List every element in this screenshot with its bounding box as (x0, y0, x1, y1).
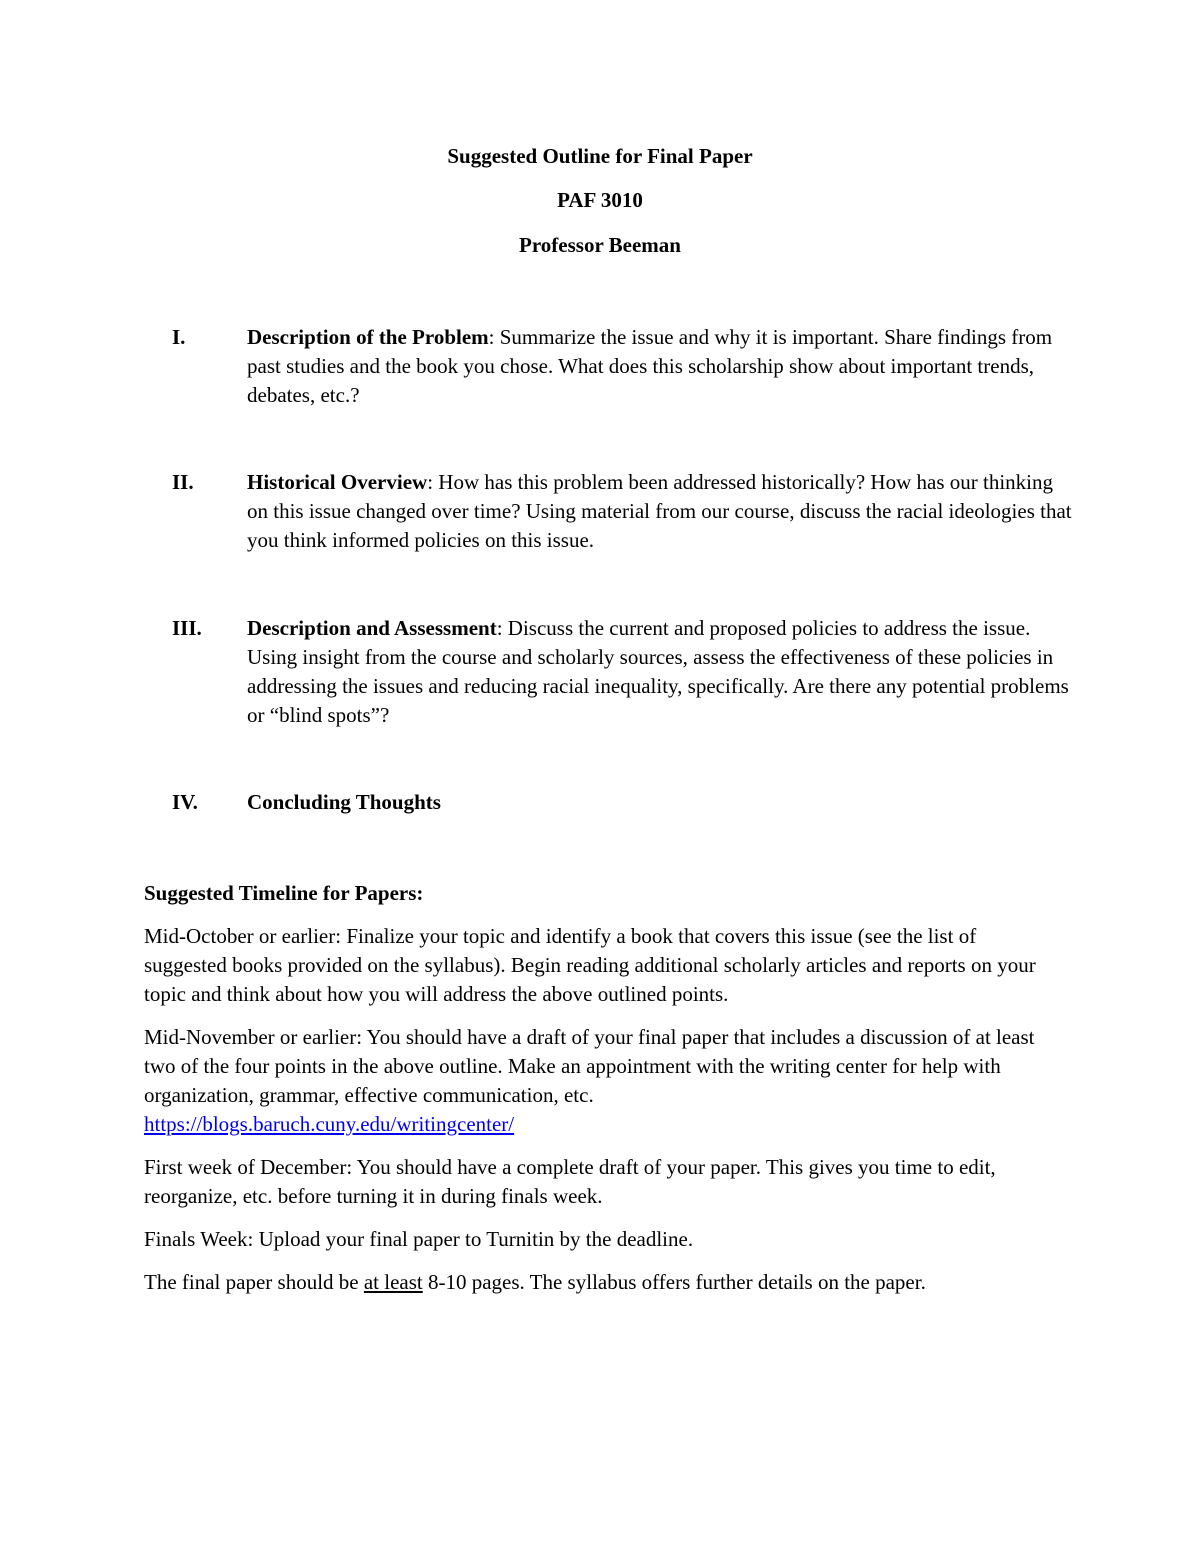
professor-name: Professor Beeman (519, 233, 681, 257)
outline-heading: Description of the Problem (247, 325, 489, 349)
timeline-item-finals: Finals Week: Upload your final paper to Turnitin by the deadline. (144, 1227, 694, 1251)
outline-heading: Concluding Thoughts (247, 790, 441, 814)
timeline-section (144, 879, 1064, 1311)
outline-body (247, 323, 1077, 410)
outline-numeral: II. (172, 470, 194, 494)
writing-center-link[interactable]: https://blogs.baruch.cuny.edu/writingcenter/ (144, 1112, 515, 1136)
timeline-item-december: First week of December: You should have a complete draft of your paper. This gives you time to edit, reorganize, etc. before turning it in during finals week. (144, 1155, 996, 1208)
timeline-item-october: Mid-October or earlier: Finalize your topic and identify a book that covers this issue (see the list of suggested books provided on the syllabus). Begin reading additional scholarly articles and reports on your topic and think about how you will address the above outlined points. (144, 924, 1036, 1006)
outline-body (247, 788, 1077, 817)
timeline-item-text: Mid-November or earlier: You should have a draft of your final paper that includes a discussion of at least two of the four points in the above outline. Make an appointment with the writing center for help with organization, grammar, effective communication, etc. (144, 1025, 1035, 1107)
document-title: Suggested Outline for Final Paper (447, 144, 753, 168)
outline-text: : Discuss the current and proposed policies to address the issue. Using insight from the course and scholarly sources, assess the effectiveness of these policies in addressing the issues and reducing racial inequality, specifically. Are there any potential problems or “blind spots”? (247, 616, 1069, 727)
timeline-title: Suggested Timeline for Papers: (144, 881, 424, 905)
final-paper-note (144, 1268, 1064, 1297)
outline-numeral: III. (172, 616, 202, 640)
outline-body (247, 468, 1077, 555)
outline-heading: Description and Assessment (247, 616, 497, 640)
outline-text: : How has this problem been addressed historically? How has our thinking on this issue changed over time? Using material from our course, discuss the racial ideologies that you think informed policies on this issue. (247, 470, 1072, 552)
final-note-before: The final paper should be (144, 1270, 364, 1294)
final-note-after: 8-10 pages. The syllabus offers further details on the paper. (422, 1270, 926, 1294)
timeline-item-november (144, 1023, 1064, 1139)
outline-text: : Summarize the issue and why it is important. Share findings from past studies and the book you chose. What does this scholarship show about important trends, debates, etc.? (247, 325, 1053, 407)
course-code: PAF 3010 (557, 188, 643, 212)
final-note-underlined: at least (363, 1270, 423, 1294)
outline-numeral: IV. (172, 790, 198, 814)
outline-heading: Historical Overview (247, 470, 428, 494)
outline-body (247, 614, 1077, 730)
outline-numeral: I. (172, 325, 186, 349)
